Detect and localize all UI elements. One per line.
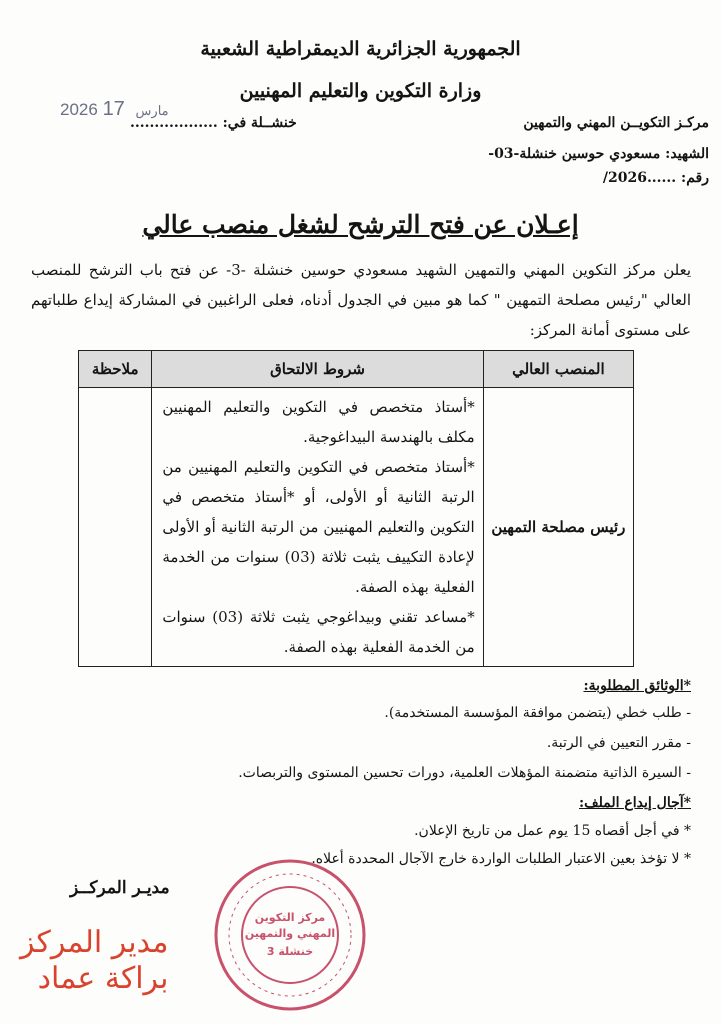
signature-name: براكة عماد xyxy=(37,961,169,996)
document-item: - طلب خطي (يتضمن موافقة المؤسسة المستخدمة). xyxy=(384,705,691,721)
documents-title: *الوثائق المطلوبة: xyxy=(583,678,691,694)
intro-paragraph: يعلن مركز التكوين المهني والتمهين الشهيد مسعودي حوسين خنشلة -3- عن فتح باب الترشح للمنصب العالي "رئيس مصلحة التمهين " كما هو مبين في الجدول أدناه، فعلى الراغبين في المشاركة إيداع طلباتهم على مستوى أمانة المركز: xyxy=(31,261,691,339)
deadline-title: *آجال إيداع الملف: xyxy=(579,795,691,811)
positions-table xyxy=(78,350,634,667)
header-conditions: شروط الالتحاق xyxy=(152,351,483,388)
center-martyr-name: الشهيد: مسعودي حوسين خنشلة-03- xyxy=(488,146,709,162)
svg-text:مركز التكوين: مركز التكوين xyxy=(254,911,326,924)
svg-text:المهني والتمهين: المهني والتمهين xyxy=(244,927,336,940)
table-header-row xyxy=(79,351,634,388)
ministry-heading: وزارة التكوين والتعليم المهنيين xyxy=(239,80,482,102)
table-row xyxy=(79,388,634,667)
stamp-day: 17 xyxy=(102,98,125,120)
document-item: - السيرة الذاتية متضمنة المؤهلات العلمية، دورات تحسين المستوى والتربصات. xyxy=(238,765,691,781)
republic-heading: الجمهورية الجزائرية الديمقراطية الشعبية xyxy=(200,38,521,60)
stamp-year: 2026 xyxy=(60,100,98,119)
handwritten-signature xyxy=(20,925,168,997)
condition-item: *أستاذ متخصص في التكوين والتعليم المهنيين من الرتبة الثانية أو الأولى، أو *أستاذ متخصص في التكوين والتعليم المهنيين من الرتبة الثانية أو الأولى لإعادة التكييف يثبت ثلاثة (03) سنوات من الخدمة الفعلية بهذه الصفة. xyxy=(162,458,475,596)
document-item: - مقرر التعيين في الرتبة. xyxy=(546,735,691,751)
conditions-cell xyxy=(152,388,483,667)
header-note: ملاحظة xyxy=(79,351,152,388)
official-seal xyxy=(210,855,370,1015)
signature-title: مدير المركز xyxy=(20,925,169,960)
post-cell: رئيس مصلحة التمهين xyxy=(483,388,633,667)
condition-item: *مساعد تقني وبيداغوجي يثبت ثلاثة (03) سنوات من الخدمة الفعلية بهذه الصفة. xyxy=(162,608,475,656)
signer-title: مديـر المركــز xyxy=(70,878,170,898)
deadline-item: * في أجل أقصاه 15 يوم عمل من تاريخ الإعلان. xyxy=(414,823,691,839)
announcement-title: إعـلان عن فتح الترشح لشغل منصب عالي xyxy=(142,210,579,239)
condition-item: *أستاذ متخصص في التكوين والتعليم المهنيين مكلف بالهندسة البيداغوجية. xyxy=(162,398,475,446)
center-name: مركـز التكويــن المهني والتمهين xyxy=(523,115,709,131)
city-date-line: خنشــلة في: .................. xyxy=(130,115,297,131)
deadline-item: * لا تؤخذ بعين الاعتبار الطلبات الواردة خارج الآجال المحددة أعلاه. xyxy=(311,851,691,867)
stamp-month: مارس xyxy=(135,103,169,118)
header-post: المنصب العالي xyxy=(483,351,633,388)
note-cell xyxy=(79,388,152,667)
reference-number: رقم: ......2026/ xyxy=(602,170,709,186)
svg-text:خنشلة 3: خنشلة 3 xyxy=(266,945,314,958)
